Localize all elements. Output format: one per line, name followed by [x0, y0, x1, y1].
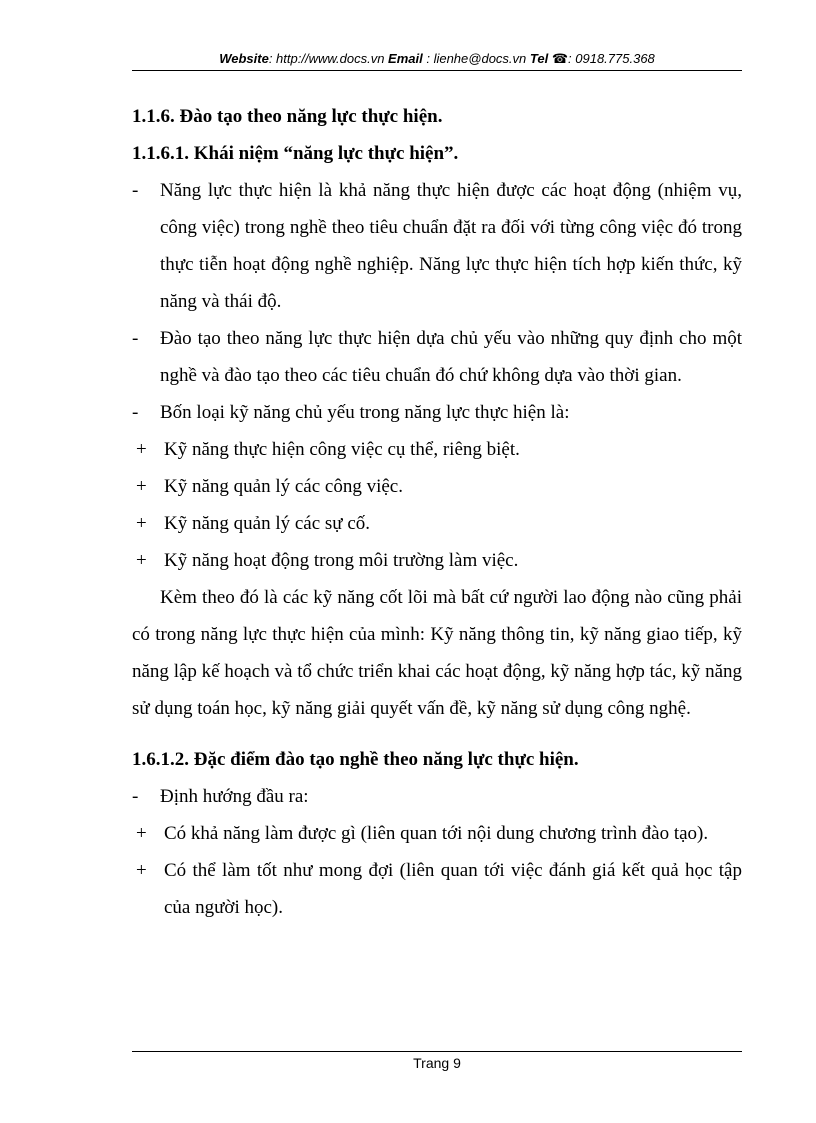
phone-icon: ☎ — [551, 51, 569, 66]
sub-list-item-text: Có khả năng làm được gì (liên quan tới nội dung chương trình đào tạo). — [164, 823, 709, 844]
tel-value: : 0918.775.368 — [568, 51, 655, 66]
page-number: Trang 9 — [413, 1055, 461, 1071]
document-body — [132, 98, 742, 926]
sub-list-item-text: Có thể làm tốt như mong đợi (liên quan tới việc đánh giá kết quả học tập của người học). — [164, 860, 742, 918]
sub-list-item-text: Kỹ năng quản lý các công việc. — [164, 476, 403, 497]
list-item-text: Đào tạo theo năng lực thực hiện dựa chủ yếu vào những quy định cho một nghề và đào tạo theo các tiêu chuẩn đó chứ không dựa vào thời gian. — [160, 328, 742, 386]
plus-bullet: + — [136, 439, 147, 460]
plus-bullet: + — [136, 823, 147, 844]
page-header — [132, 50, 742, 68]
sub-list-item — [132, 468, 742, 505]
list-item — [132, 172, 742, 320]
dash-bullet: - — [132, 328, 139, 349]
sub-list-item-text: Kỹ năng thực hiện công việc cụ thể, riêng biệt. — [164, 439, 520, 460]
sub-list-item — [132, 852, 742, 926]
sub-list-item — [132, 505, 742, 542]
sub-list-item — [132, 542, 742, 579]
list-item-text: Năng lực thực hiện là khả năng thực hiện được các hoạt động (nhiệm vụ, công việc) trong nghề theo tiêu chuẩn đặt ra đối với từng công việc đó trong thực tiễn hoạt động nghề nghiệp. Năng lực thực hiện tích hợp kiến thức, kỹ năng và thái độ. — [160, 180, 742, 312]
list-item — [132, 778, 742, 815]
list-item-text: Bốn loại kỹ năng chủ yếu trong năng lực thực hiện là: — [160, 402, 570, 423]
dash-bullet: - — [132, 180, 139, 201]
website-label: Website — [219, 51, 269, 66]
plus-bullet: + — [136, 476, 147, 497]
subsection-2-title: 1.6.1.2. Đặc điểm đào tạo nghề theo năng lực thực hiện. — [132, 749, 579, 770]
sub-list-item — [132, 815, 742, 852]
footer-divider — [132, 1051, 742, 1052]
plus-bullet: + — [136, 513, 147, 534]
subsection-1-title: 1.1.6.1. Khái niệm “năng lực thực hiện”. — [132, 143, 459, 164]
email-value: : lienhe@docs.vn — [422, 51, 530, 66]
sub-list-item — [132, 431, 742, 468]
sub-list-item-text: Kỹ năng quản lý các sự cố. — [164, 513, 371, 534]
plus-bullet: + — [136, 550, 147, 571]
dash-bullet: - — [132, 786, 139, 807]
list-item-text: Định hướng đầu ra: — [160, 786, 309, 807]
tel-label: Tel — [529, 51, 549, 66]
body-paragraph: Kèm theo đó là các kỹ năng cốt lõi mà bất cứ người lao động nào cũng phải có trong năng lực thực hiện của mình: Kỹ năng thông tin, kỹ năng giao tiếp, kỹ năng lập kế hoạch và tổ chức triển khai các hoạt động, kỹ năng hợp tác, kỹ năng sử dụng toán học, kỹ năng giải quyết vấn đề, kỹ năng sử dụng công nghệ. — [132, 587, 742, 719]
email-label: Email — [388, 51, 423, 66]
website-value: : http://www.docs.vn — [268, 51, 389, 66]
dash-bullet: - — [132, 402, 139, 423]
section-title: 1.1.6. Đào tạo theo năng lực thực hiện. — [132, 106, 443, 127]
sub-list-item-text: Kỹ năng hoạt động trong môi trường làm việc. — [164, 550, 519, 571]
list-item — [132, 394, 742, 431]
plus-bullet: + — [136, 860, 147, 881]
header-divider — [132, 70, 742, 71]
list-item — [132, 320, 742, 394]
